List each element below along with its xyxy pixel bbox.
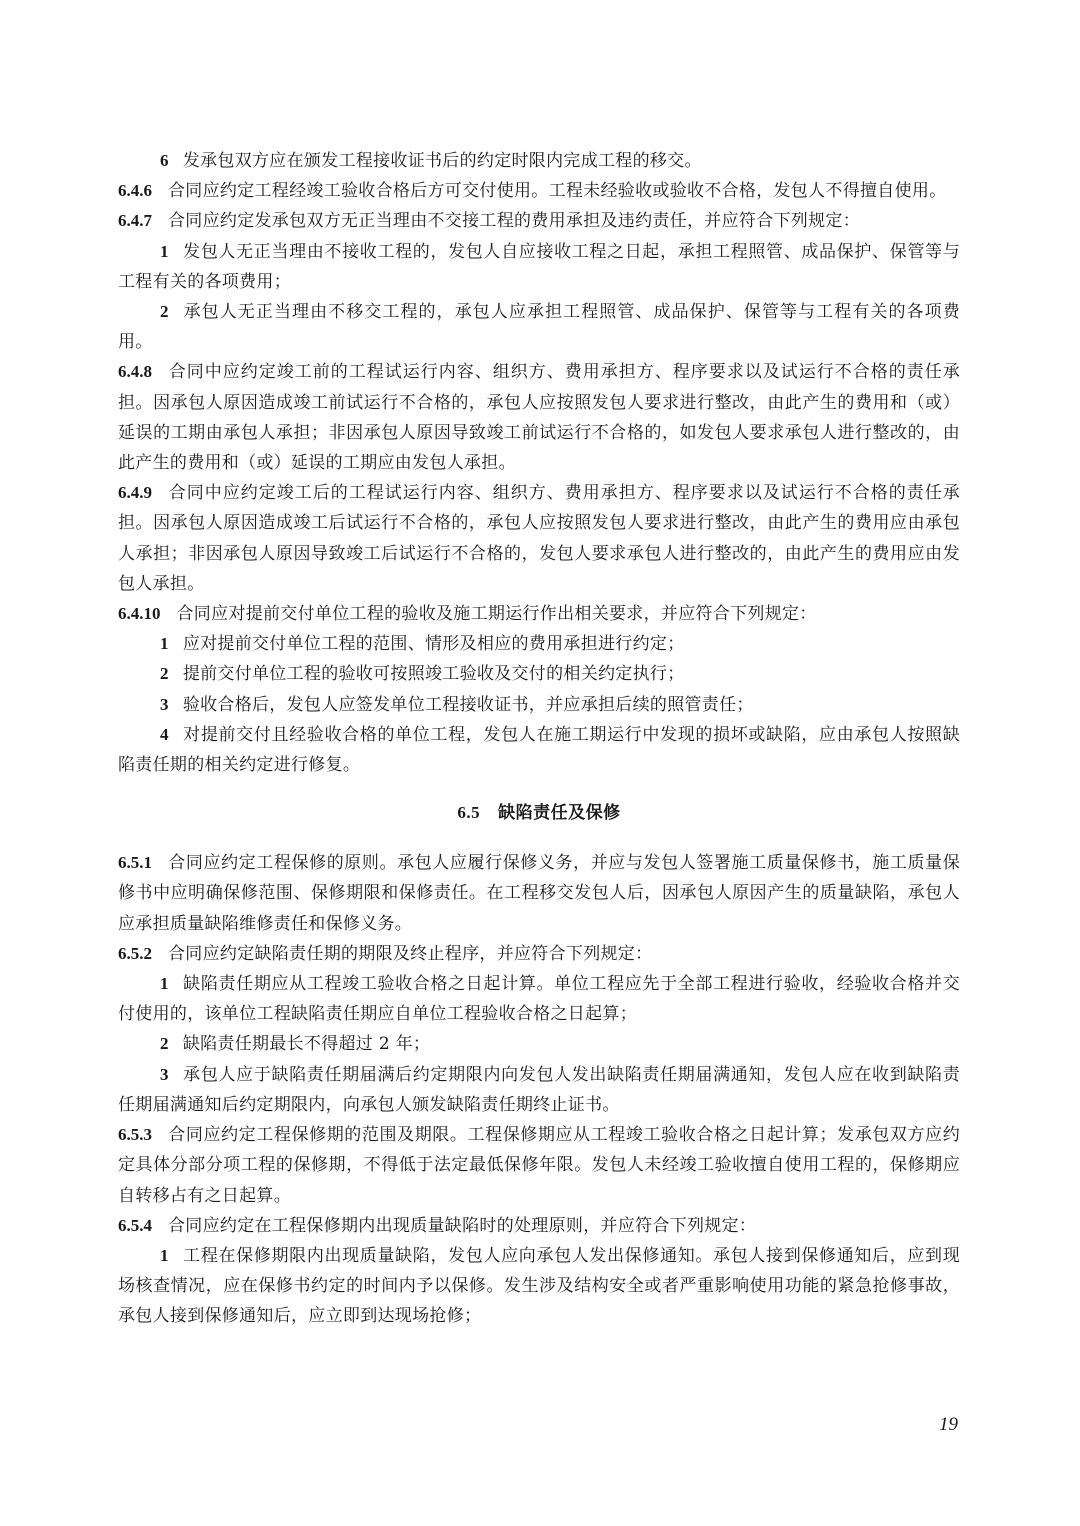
clause-paragraph — [118, 848, 960, 939]
paragraph-group-6-4 — [118, 146, 960, 780]
clause-paragraph — [118, 939, 960, 969]
paragraph-text: 承包人无正当理由不移交工程的，承包人应承担工程照管、成品保护、保管等与工程有关的各项费用。 — [118, 302, 960, 353]
clause-number: 6.4.8 — [118, 362, 152, 382]
clause-number: 6.4.9 — [118, 483, 152, 503]
paragraph-text: 承包人应于缺陷责任期届满后约定期限内向发包人发出缺陷责任期届满通知，发包人应在收到缺陷责任期届满通知后约定期限内，向承包人颁发缺陷责任期终止证书。 — [118, 1064, 960, 1115]
item-number: 6 — [160, 151, 169, 170]
clause-number: 6.4.7 — [118, 211, 152, 231]
item-number: 4 — [160, 724, 169, 744]
item-number: 1 — [160, 241, 169, 261]
item-number: 1 — [160, 974, 169, 994]
clause-paragraph — [118, 176, 960, 206]
item-number: 3 — [160, 1064, 169, 1084]
item-number: 2 — [160, 1034, 169, 1054]
item-number: 2 — [160, 302, 169, 322]
paragraph-text: 合同应约定工程经竣工验收合格后方可交付使用。工程未经验收或验收不合格，发包人不得擅自使用。 — [168, 181, 947, 202]
paragraph-text: 合同中应约定竣工前的工程试运行内容、组织方、费用承担方、程序要求以及试运行不合格的责任承担。因承包人原因造成竣工前试运行不合格的，承包人应按照发包人要求进行整改，由此产生的费用和（或）延误的工期由承包人承担；非因承包人原因导致竣工前试运行不合格的，如发包人要求承包人进行整改的，由此产生的费用和（或）延误的工期应由发包人承担。 — [118, 362, 960, 474]
paragraph-group-6-5 — [118, 848, 960, 1331]
paragraph-text: 发承包双方应在颁发工程接收证书后的约定时限内完成工程的移交。 — [182, 151, 702, 171]
clause-number: 6.5.3 — [118, 1125, 152, 1145]
list-item — [118, 237, 960, 297]
paragraph-text: 合同应对提前交付单位工程的验收及施工期运行作出相关要求，并应符合下列规定： — [176, 604, 817, 625]
item-number: 1 — [160, 634, 169, 654]
paragraph-text: 发包人无正当理由不接收工程的，发包人自应接收工程之日起，承担工程照管、成品保护、保管等与工程有关的各项费用； — [118, 241, 960, 292]
clause-paragraph — [118, 357, 960, 478]
clause-paragraph — [118, 206, 960, 236]
item-number: 2 — [160, 664, 169, 684]
section-heading — [118, 788, 960, 838]
item-number: 1 — [160, 1245, 169, 1265]
paragraph-text: 合同应约定在工程保修期内出现质量缺陷时的处理原则，并应符合下列规定： — [168, 1215, 757, 1236]
item-number: 3 — [160, 694, 169, 714]
section-number: 6.5 — [457, 803, 481, 823]
paragraph-text: 缺陷责任期应从工程竣工验收合格之日起计算。单位工程应先于全部工程进行验收，经验收合格并交付使用的，该单位工程缺陷责任期应自单位工程验收合格之日起算； — [118, 974, 960, 1025]
paragraph-text: 合同应约定工程保修期的范围及期限。工程保修期应从工程竣工验收合格之日起计算；发承包双方应约定具体分部分项工程的保修期，不得低于法定最低保修年限。发包人未经竣工验收擅自使用工程的，保修期应自转移占有之日起算。 — [118, 1125, 960, 1206]
clause-paragraph — [118, 1211, 960, 1241]
page-number: 19 — [939, 1414, 958, 1435]
paragraph-text: 提前交付单位工程的验收可按照竣工验收及交付的相关约定执行； — [182, 664, 685, 685]
list-item — [118, 720, 960, 780]
paragraph-text: 合同中应约定竣工后的工程试运行内容、组织方、费用承担方、程序要求以及试运行不合格的责任承担。因承包人原因造成竣工后试运行不合格的，承包人应按照发包人要求进行整改，由此产生的费用应由承包人承担；非因承包人原因导致竣工后试运行不合格的，发包人要求承包人进行整改的，由此产生的费用应由发包人承担。 — [118, 483, 960, 594]
clause-paragraph — [118, 599, 960, 629]
list-item — [118, 1241, 960, 1332]
clause-number: 6.5.2 — [118, 943, 152, 963]
paragraph-text: 应对提前交付单位工程的范围、情形及相应的费用承担进行约定； — [182, 634, 685, 655]
list-item — [118, 969, 960, 1029]
list-item — [118, 297, 960, 357]
list-item — [118, 690, 960, 720]
paragraph-text: 合同应约定缺陷责任期的期限及终止程序，并应符合下列规定： — [168, 943, 653, 964]
clause-number: 6.5.4 — [118, 1215, 152, 1235]
list-item — [118, 146, 960, 176]
clause-paragraph — [118, 478, 960, 599]
list-item — [118, 1060, 960, 1120]
clause-number: 6.5.1 — [118, 853, 152, 873]
clause-paragraph — [118, 1120, 960, 1211]
paragraph-text: 合同应约定发承包双方无正当理由不交接工程的费用承担及违约责任，并应符合下列规定： — [168, 211, 860, 232]
list-item — [118, 659, 960, 689]
paragraph-text: 合同应约定工程保修的原则。承包人应履行保修义务，并应与发包人签署施工质量保修书，施工质量保修书中应明确保修范围、保修期限和保修责任。在工程移交发包人后，因承包人原因产生的质量缺陷，承包人应承担质量缺陷维修责任和保修义务。 — [118, 853, 960, 934]
paragraph-text: 缺陷责任期最长不得超过 2 年； — [182, 1034, 431, 1055]
document-page — [118, 146, 960, 1406]
section-title: 缺陷责任及保修 — [498, 803, 621, 824]
clause-number: 6.4.10 — [118, 604, 161, 624]
list-item — [118, 629, 960, 659]
list-item — [118, 1029, 960, 1059]
paragraph-text: 验收合格后，发包人应签发单位工程接收证书，并应承担后续的照管责任； — [182, 694, 754, 715]
paragraph-text: 工程在保修期限内出现质量缺陷，发包人应向承包人发出保修通知。承包人接到保修通知后，应到现场核查情况，应在保修书约定的时间内予以保修。发生涉及结构安全或者严重影响使用功能的紧急抢修事故，承包人接到保修通知后，应立即到达现场抢修； — [118, 1245, 960, 1327]
clause-number: 6.4.6 — [118, 181, 152, 201]
paragraph-text: 对提前交付且经验收合格的单位工程，发包人在施工期运行中发现的损坏或缺陷，应由承包人按照缺陷责任期的相关约定进行修复。 — [118, 724, 960, 776]
